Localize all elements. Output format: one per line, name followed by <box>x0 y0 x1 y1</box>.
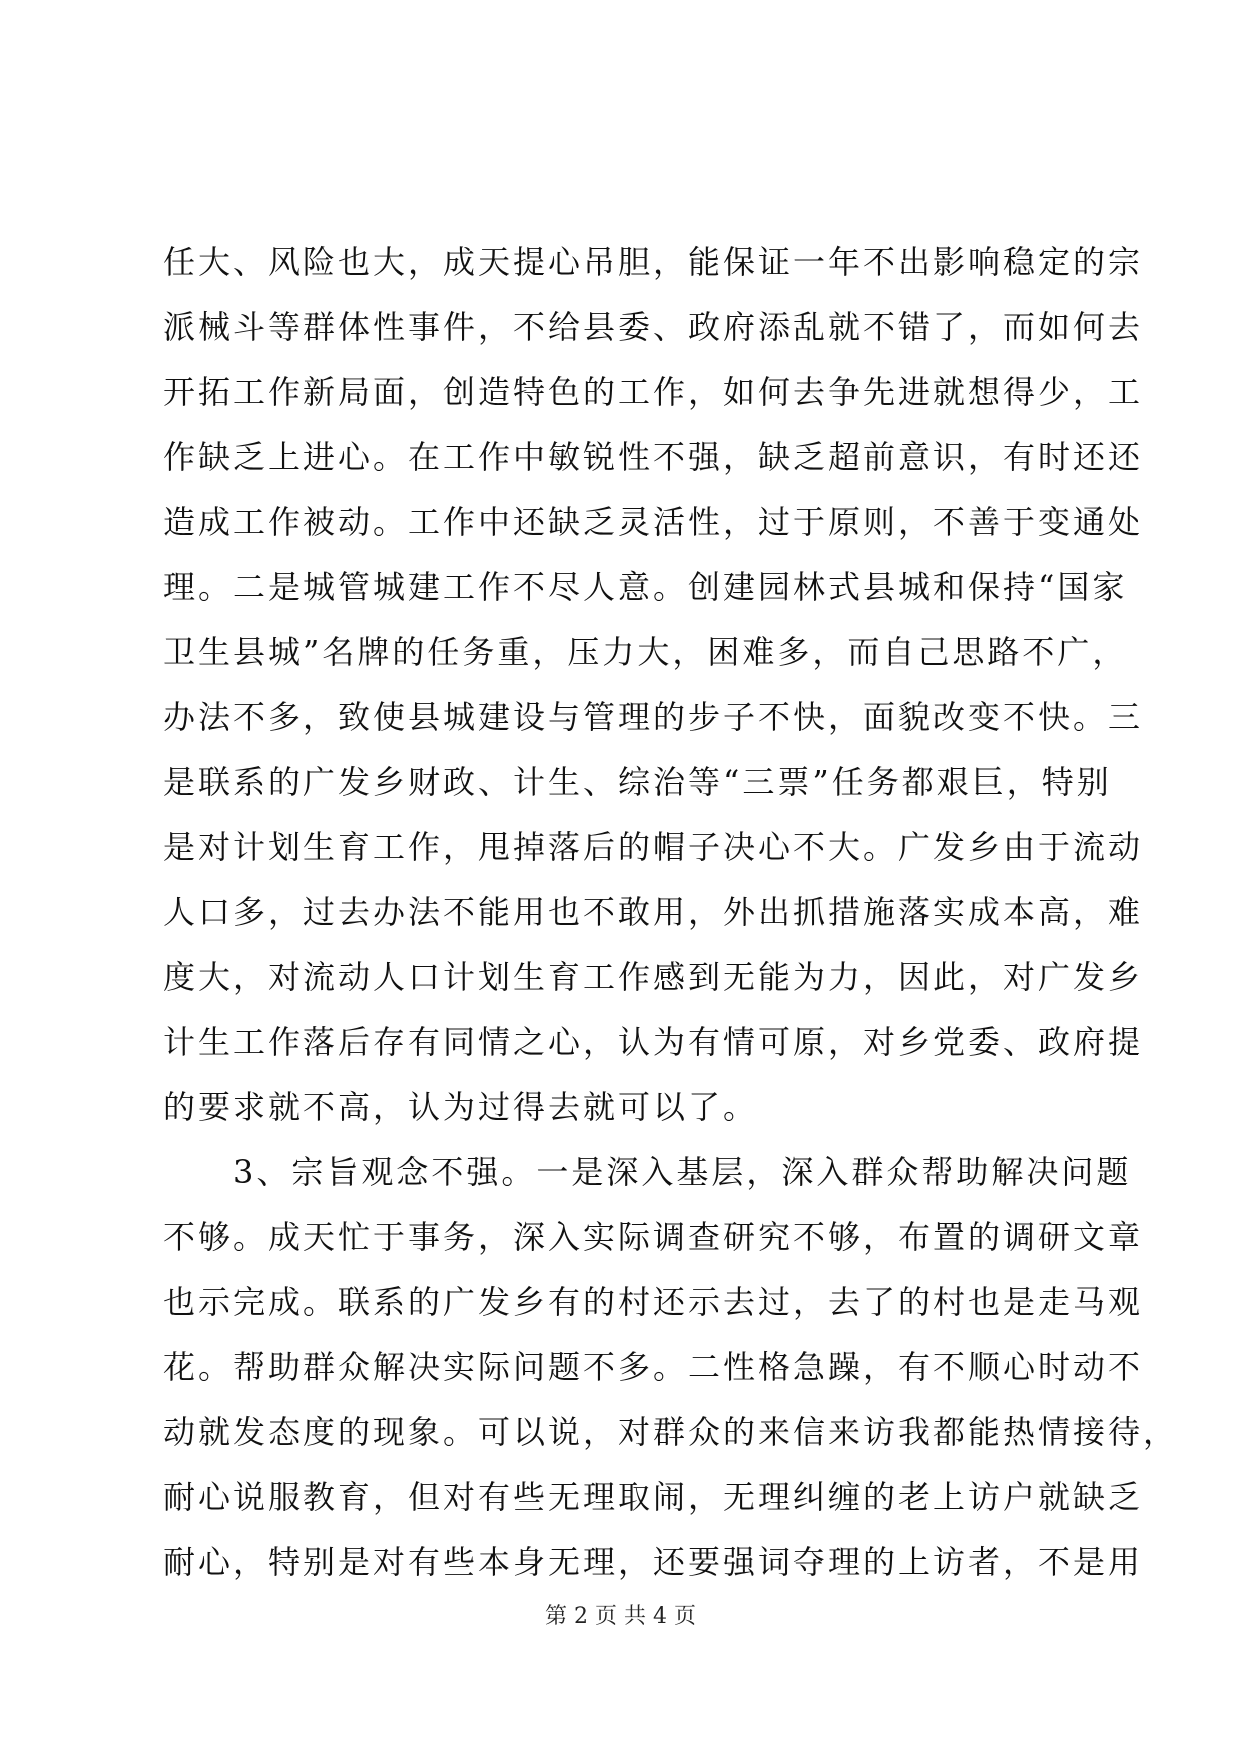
text-line: 任大、风险也大，成天提心吊胆，能保证一年不出影响稳定的宗 <box>163 243 1144 281</box>
text-line: 是联系的广发乡财政、计生、综治等“三票”任务都艰巨，特别 <box>163 763 1112 801</box>
text-line: 人口多，过去办法不能用也不敢用，外出抓措施落实成本高，难 <box>163 893 1144 931</box>
text-line: 不够。成天忙于事务，深入实际调查研究不够，布置的调研文章 <box>163 1218 1144 1256</box>
text-line: 3、宗旨观念不强。一是深入基层，深入群众帮助解决问题 <box>163 1153 1132 1191</box>
text-line: 卫生县城”名牌的任务重，压力大，困难多，而自己思路不广， <box>163 633 1128 671</box>
page-number: 第 2 页 共 4 页 <box>545 1604 696 1629</box>
page-footer <box>0 1602 1241 1632</box>
text-line: 造成工作被动。工作中还缺乏灵活性，过于原则，不善于变通处 <box>163 503 1144 541</box>
text-line: 是对计划生育工作，甩掉落后的帽子决心不大。广发乡由于流动 <box>163 828 1144 866</box>
text-line: 耐心，特别是对有些本身无理，还要强词夺理的上访者，不是用 <box>163 1543 1144 1581</box>
text-line: 的要求就不高，认为过得去就可以了。 <box>163 1088 759 1126</box>
text-line: 花。帮助群众解决实际问题不多。二性格急躁，有不顺心时动不 <box>163 1348 1144 1386</box>
text-line: 派械斗等群体性事件，不给县委、政府添乱就不错了，而如何去 <box>163 308 1144 346</box>
text-line: 也示完成。联系的广发乡有的村还示去过，去了的村也是走马观 <box>163 1283 1144 1321</box>
text-line: 开拓工作新局面，创造特色的工作，如何去争先进就想得少，工 <box>163 373 1144 411</box>
text-line: 作缺乏上进心。在工作中敏锐性不强，缺乏超前意识，有时还还 <box>163 438 1144 476</box>
document-body <box>163 230 1179 1595</box>
text-line: 动就发态度的现象。可以说，对群众的来信来访我都能热情接待， <box>163 1413 1179 1451</box>
text-line: 度大，对流动人口计划生育工作感到无能为力，因此，对广发乡 <box>163 958 1144 996</box>
text-line: 计生工作落后存有同情之心，认为有情可原，对乡党委、政府提 <box>163 1023 1144 1061</box>
text-line: 办法不多，致使县城建设与管理的步子不快，面貌改变不快。三 <box>163 698 1144 736</box>
text-line: 理。二是城管城建工作不尽人意。创建园林式县城和保持“国家 <box>163 568 1128 606</box>
text-line: 耐心说服教育，但对有些无理取闹，无理纠缠的老上访户就缺乏 <box>163 1478 1144 1516</box>
